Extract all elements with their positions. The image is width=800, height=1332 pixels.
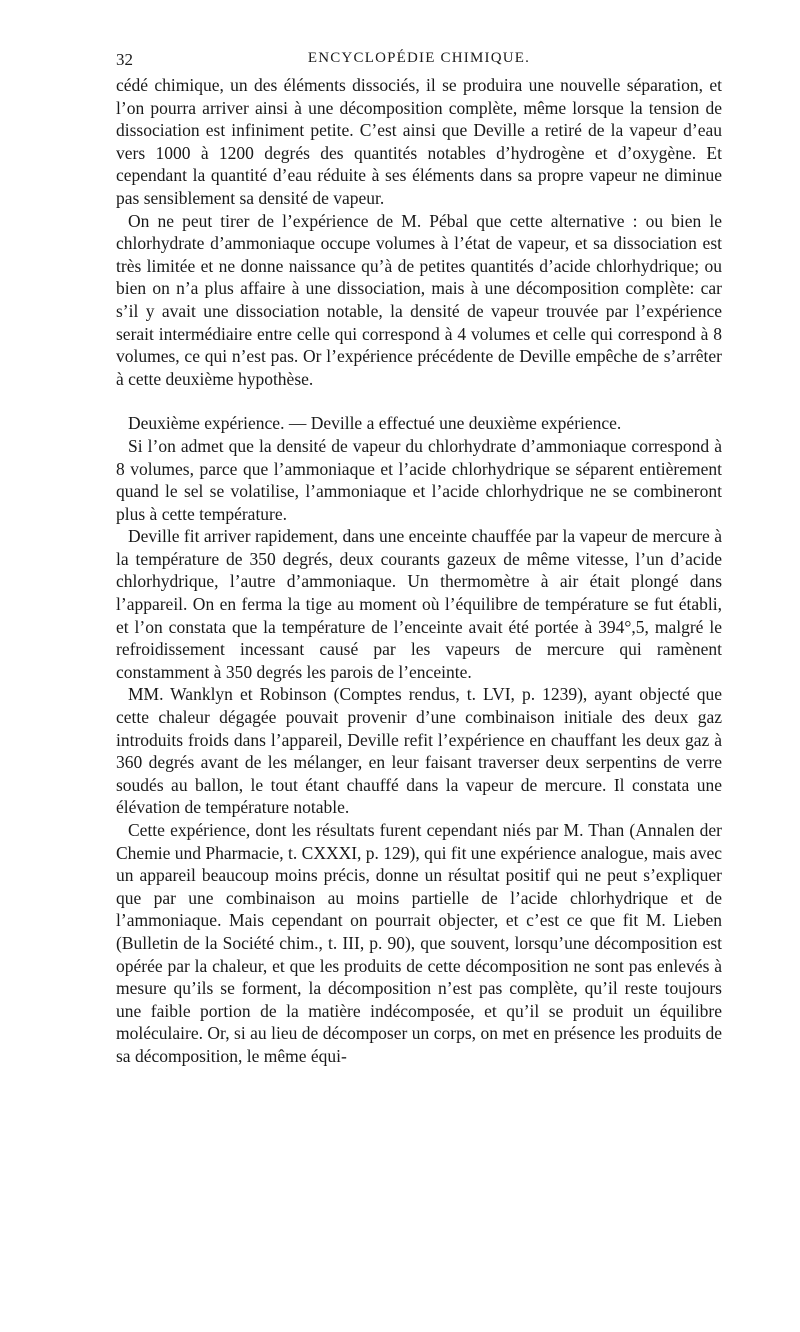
paragraph-wanklyn-robinson: MM. Wanklyn et Robinson (Comptes rendus, t. LVI, p. 1239), ayant objecté que cette chaleur dégagée pouvait provenir d’une combinaison initiale des deux gaz introduits froids dans l’appareil, Deville refit l’expérience en chauffant les deux gaz à 360 degrés avant de les mélanger, en leur faisant traverser deux serpentins de verre soudés au ballon, le tout étant chauffé dans la vapeur de mercure. Il constata une élévation de température notable. bbox=[116, 684, 722, 818]
paragraph-than-lieben: Cette expérience, dont les résultats furent cependant niés par M. Than (Annalen der Chemie und Pharmacie, t. CXXXI, p. 129), qui fit une expérience analogue, mais avec un appareil beaucoup moins précis, donne un résultat positif qui ne peut s’expliquer que par une combinaison au moins partielle de l’acide chlorhydrique et de l’ammoniaque. Mais cependant on pourrait objecter, et c’est ce que fit M. Lieben (Bulletin de la Société chim., t. III, p. 90), que souvent, lorsqu’une décomposition est opérée par la chaleur, et que les produits de cette décomposition ne sont pas enlevés à mesure qu’ils se forment, la décomposition n’est pas complète, qu’il reste toujours une faible portion de la matière indécomposée, et qu’il se produit un équilibre moléculaire. Or, si au lieu de décomposer un corps, on met en présence les produits de sa décomposition, le même équi- bbox=[116, 820, 722, 1066]
paragraph-density-hypothesis: Si l’on admet que la densité de vapeur du chlorhydrate d’ammoniaque correspond à 8 volumes, parce que l’ammoniaque et l’acide chlorhydrique se séparent entièrement quand le sel se volatilise, l’ammoniaque et l’acide chlorhydrique ne se combineront plus à cette température. bbox=[116, 435, 722, 524]
running-head bbox=[116, 44, 722, 74]
page-number: 32 bbox=[116, 50, 133, 69]
paragraph-continuation: cédé chimique, un des éléments dissociés, il se produira une nouvelle séparation, et l’on pourra arriver ainsi à une décomposition complète, même lorsque la tension de dissociation est infiniment petite. C’est ainsi que Deville a retiré de la vapeur d’eau vers 1000 à 1200 degrés des quantités notables d’hydrogène et d’oxygène. Et cependant la quantité d’eau réduite à ses éléments dans sa propre vapeur ne diminue pas sensiblement sa densité de vapeur. bbox=[116, 75, 722, 208]
section-heading-deuxieme-experience: Deuxième expérience. — Deville a effectué une deuxième expérience. bbox=[128, 413, 622, 434]
running-title: ENCYCLOPÉDIE CHIMIQUE. bbox=[307, 50, 531, 66]
paragraph-pebal-alternative: On ne peut tirer de l’expérience de M. Pébal que cette alternative : ou bien le chlorhydrate d’ammoniaque occupe volumes à l’état de vapeur, et sa dissociation est très limitée et ne donne naissance qu’à de petites quantités d’acide chlorhydrique; ou bien on n’a plus affaire à une dissociation, mais à une décomposition complète: car s’il y avait une dissociation notable, la densité de vapeur trouvée par l’expérience serait intermédiaire entre celle qui correspond à 4 volumes et celle qui correspond à 8 volumes, ce qui n’est pas. Or l’expérience précédente de Deville empêche de s’arrêter à cette deuxième hypothèse. bbox=[116, 210, 722, 389]
document-page bbox=[116, 44, 722, 1068]
paragraph-deville-experiment: Deville fit arriver rapidement, dans une enceinte chauffée par la vapeur de mercure à la température de 350 degrés, deux courants gazeux de même vitesse, l’un d’acide chlorhydrique, l’autre d’ammoniaque. Un thermomètre à air était plongé dans l’appareil. On en ferma la tige au moment où l’équilibre de température se fut établi, et l’on constata que la température de l’enceinte avait été portée à 394°,5, malgré le refroidissement incessant causé par les vapeurs de mercure qui ramènent constamment à 350 degrés les parois de l’enceinte. bbox=[116, 526, 722, 682]
